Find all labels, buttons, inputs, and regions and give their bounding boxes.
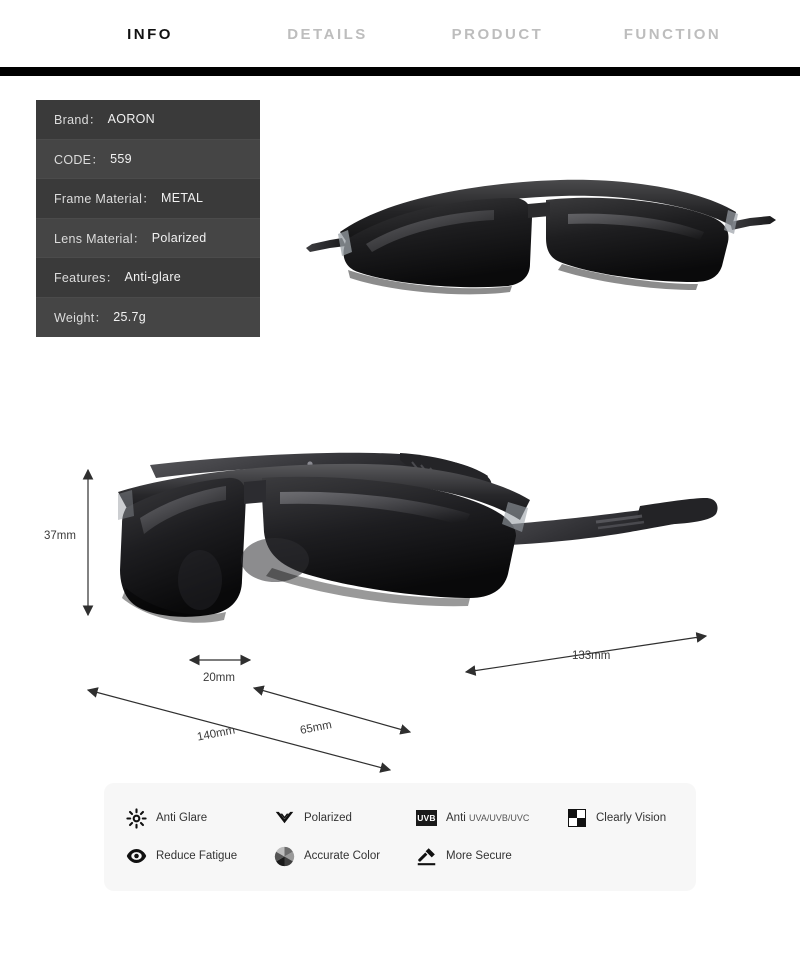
feature-reduce-fatigue (126, 846, 274, 867)
spec-row (36, 298, 260, 338)
dimension-label-total-width: 140mm (196, 724, 237, 744)
feature-reduce-fatigue-label: Reduce Fatigue (156, 850, 238, 862)
tab-function-label: FUNCTION (623, 26, 722, 43)
sun-anti-glare-icon (126, 808, 147, 829)
dimension-diagram-graphic (0, 420, 800, 780)
spec-key-features: Features： (54, 271, 119, 286)
feature-accurate-color-label: Accurate Color (304, 850, 381, 862)
hammer-secure-icon (416, 846, 437, 867)
feature-more-secure (416, 846, 566, 867)
spec-value-brand: AORON (107, 112, 155, 127)
spec-value-code: 559 (110, 151, 132, 166)
checkerboard-clear-vision-icon (566, 808, 587, 829)
feature-anti-uv-label (446, 812, 529, 824)
dimension-label-temple: 133mm (572, 650, 611, 662)
spec-value-features: Anti-glare (124, 270, 182, 285)
spec-key-weight: Weight： (54, 311, 108, 326)
tab-info-label: INFO (127, 26, 173, 43)
spec-row (36, 258, 260, 298)
feature-polarized-label: Polarized (304, 812, 352, 824)
tab-details[interactable] (245, 26, 410, 55)
feature-polarized (274, 808, 416, 829)
tab-info[interactable] (55, 26, 245, 55)
feature-anti-uv-sub: UVA/UVB/UVC (469, 813, 530, 823)
color-wheel-icon (274, 846, 295, 867)
feature-anti-uv (416, 808, 566, 829)
spec-row (36, 100, 260, 140)
spec-value-frame-material: METAL (161, 191, 204, 206)
dimension-label-height: 37mm (44, 530, 76, 542)
feature-clear-vision-label: Clearly Vision (596, 812, 667, 824)
dimension-diagram (0, 420, 800, 780)
spec-row (36, 179, 260, 219)
spec-value-lens-material: Polarized (151, 230, 207, 245)
dimension-label-lens-width: 65mm (299, 719, 333, 737)
tab-product-label: PRODUCT (451, 26, 544, 43)
tab-product[interactable] (410, 26, 585, 55)
spec-key-brand: Brand： (54, 113, 102, 128)
feature-anti-uv-prefix: Anti (446, 812, 470, 824)
feature-anti-glare-label: Anti Glare (156, 812, 208, 824)
spec-row (36, 219, 260, 259)
spec-key-frame-material: Frame Material： (54, 192, 156, 207)
tab-details-label: DETAILS (287, 26, 368, 43)
spec-row (36, 140, 260, 180)
spec-key-code: CODE： (54, 152, 105, 167)
feature-more-secure-label: More Secure (446, 850, 512, 862)
tab-bar (0, 0, 800, 76)
nav-divider-bar (0, 67, 800, 76)
feature-anti-glare (126, 808, 274, 829)
tab-function[interactable] (585, 26, 760, 55)
feature-clear-vision (566, 808, 706, 829)
specification-table (36, 100, 260, 337)
uvb-badge-icon: UVB (416, 808, 437, 829)
spec-key-lens-material: Lens Material： (54, 231, 146, 246)
polarized-wave-icon (274, 808, 295, 829)
eye-reduce-fatigue-icon (126, 846, 147, 867)
dimension-label-bridge: 20mm (203, 672, 235, 684)
sunglasses-front-image (300, 160, 780, 310)
feature-accurate-color (274, 846, 416, 867)
spec-value-weight: 25.7g (113, 310, 147, 325)
feature-panel (104, 783, 696, 891)
